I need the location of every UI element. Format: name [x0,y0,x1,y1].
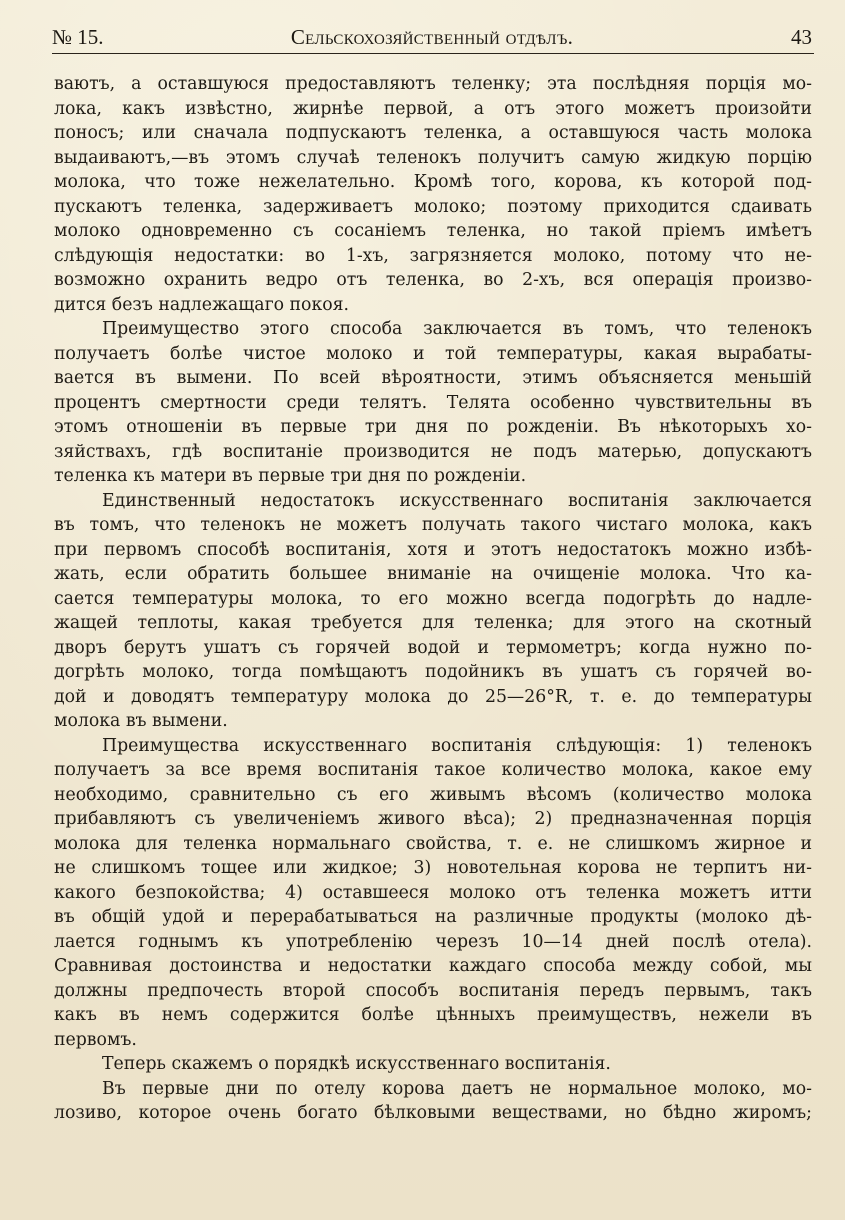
text-line: жать, если обратить большее вниманіе на очищеніе молока. Что ка- [54,564,812,584]
text-line: процентъ смертности среди телятъ. Телята особенно чувствительны въ [54,392,812,413]
text-line: вается въ вымени. По всей вѣроятности, этимъ объясняется меньшій [54,368,812,388]
issue-number: № 15. [52,25,104,49]
text-line: слѣдующія недостатки: во 1-хъ, загрязняется молоко, потому что не- [54,245,812,266]
text-line: при первомъ способѣ воспитанія, хотя и этотъ недостатокъ можно избѣ- [54,539,812,560]
text-line: должны предпочесть второй способъ воспитанія передъ первымъ, такъ [54,980,812,1001]
text-line: какъ въ немъ содержится болѣе цѣнныхъ преимуществъ, нежели въ [54,1005,812,1025]
text-line: не слишкомъ тощее или жидкое; 3) новотельная корова не терпитъ ни- [54,858,812,878]
text-line: пускаютъ теленка, задерживаетъ молоко; поэтому приходится сдаивать [54,196,812,217]
text-line: Теперь скажемъ о порядкѣ искусственнаго воспитанія. [102,1054,611,1074]
text-line: возможно охранить ведро отъ теленка, во 2-хъ, вся операція произво- [54,270,812,290]
text-line: въ томъ, что теленокъ не можетъ получать такого чистаго молока, какъ [54,515,812,535]
body-text [54,72,812,1126]
text-line: зяйствахъ, гдѣ воспитаніе производится не подъ матерью, допускаютъ [54,441,812,462]
text-line: теленка къ матери въ первые три дня по рожденіи. [54,466,527,486]
text-line: получаетъ за все время воспитанія такое количество молока, какое ему [54,760,812,780]
text-line: этомъ отношеніи въ первые три дня по рожденіи. Въ нѣкоторыхъ хо- [54,417,812,437]
text-line: сается температуры молока, то его можно всегда подогрѣть до надле- [54,588,812,609]
text-line: дой и доводятъ температуру молока до 25—26°R, т. е. до температуры [54,686,812,707]
text-line: дится безъ надлежащаго покоя. [54,294,350,315]
text-line: Преимущество этого способа заключается въ томъ, что теленокъ [102,319,812,339]
text-line: молоко одновременно съ сосаніемъ теленка, но такой пріемъ имѣетъ [54,221,812,241]
text-line: лается годнымъ къ употребленію черезъ 10—14 дней послѣ отела). [54,931,812,952]
text-line: молока, что тоже нежелательно. Кромѣ того, корова, къ которой под- [54,172,812,192]
section-title: Сельскохозяйственный отдѣлъ. [290,25,574,49]
header-rule [52,53,814,54]
page-number: 43 [791,25,812,49]
text-line: какого безпокойства; 4) оставшееся молоко отъ теленка можетъ итти [54,882,812,903]
text-line: ваютъ, а оставшуюся предоставляютъ теленку; эта послѣдняя порція мо- [54,74,812,94]
text-line: дворъ берутъ ушатъ съ горячей водой и термометръ; когда нужно по- [54,637,812,658]
text-line: догрѣть молоко, тогда помѣщаютъ подойникъ въ ушатъ съ горячей во- [54,662,812,682]
text-line: поносъ; или сначала подпускаютъ теленка, а оставшуюся часть молока [54,123,812,143]
text-line: прибавляютъ съ увеличеніемъ живого вѣса); 2) предназначенная порція [54,809,812,829]
text-line: Преимущества искусственнаго воспитанія слѣдующія: 1) теленокъ [102,735,812,756]
text-line: жащей теплоты, какая требуется для теленка; для этого на скотный [54,613,812,633]
text-line: Единственный недостатокъ искусственнаго воспитанія заключается [102,490,812,511]
text-line: необходимо, сравнительно съ его живымъ вѣсомъ (количество молока [54,784,812,805]
text-line: получаетъ болѣе чистое молоко и той температуры, какая вырабаты- [54,343,812,364]
text-line: Въ первые дни по отелу корова даетъ не нормальное молоко, мо- [102,1078,812,1099]
text-line: лока, какъ извѣстно, жирнѣе первой, а отъ этого можетъ произойти [54,98,812,119]
text-line: выдаиваютъ,—въ этомъ случаѣ теленокъ получитъ самую жидкую порцію [54,147,812,168]
running-head [52,20,812,54]
text-line: молока для теленка нормальнаго свойства, т. е. не слишкомъ жирное и [54,833,812,854]
text-line: въ общій удой и перерабатываться на различные продукты (молоко дѣ- [54,907,812,927]
text-line: лозиво, которое очень богато бѣлковыми веществами, но бѣдно жиромъ; [54,1103,812,1123]
text-line: молока въ вымени. [54,711,228,731]
text-line: первомъ. [54,1029,137,1050]
text-line: Сравнивая достоинства и недостатки каждаго способа между собой, мы [54,956,812,976]
